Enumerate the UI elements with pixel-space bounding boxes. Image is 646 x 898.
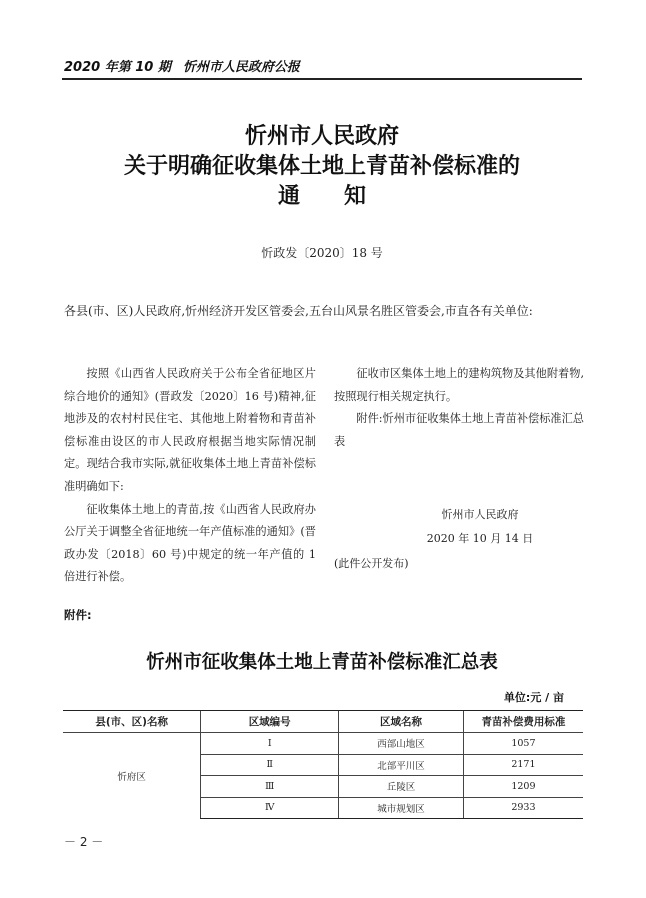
body-paragraph-2: 征收集体土地上的青苗,按《山西省人民政府办公厅关于调整全省征地统一年产值标准的通知》(晋政办发〔2018〕60 号)中规定的统一年产值的 1 倍进行补偿。: [64, 502, 316, 584]
area-name-cell: 城市规划区: [339, 797, 464, 819]
title-line-2: 关于明确征收集体土地上青苗补偿标准的: [123, 154, 520, 179]
area-name-cell: 西部山地区: [339, 733, 464, 755]
attachment-label: 附件:: [64, 608, 92, 622]
table-header-row: [63, 711, 583, 733]
table-row: [63, 733, 583, 755]
signature-date: 2020 年 10 月 14 日: [426, 532, 534, 545]
column-header-code: 区域编号: [201, 711, 339, 733]
standard-value-cell: 1209: [463, 776, 583, 798]
area-code-cell: Ⅰ: [201, 733, 339, 755]
body-paragraph-3: 征收市区集体土地上的建构筑物及其他附着物,按照现行相关规定执行。: [334, 367, 584, 403]
table-title: 忻州市征收集体土地上青苗补偿标准汇总表: [146, 652, 498, 673]
standard-value-cell: 2171: [463, 754, 583, 776]
column-header-district: 县(市、区)名称: [63, 711, 201, 733]
standard-value-cell: 2933: [463, 797, 583, 819]
publication-note: (此件公开发布): [334, 557, 409, 570]
document-number: 忻政发〔2020〕18 号: [261, 246, 383, 260]
column-header-standard: 青苗补偿费用标准: [463, 711, 583, 733]
title-line-3: 通 知: [277, 184, 366, 209]
body-paragraph-4: 附件:忻州市征收集体土地上青苗补偿标准汇总表: [334, 412, 584, 448]
header-divider: [62, 78, 582, 80]
body-paragraph-1: 按照《山西省人民政府关于公布全省征地区片综合地价的通知》(晋政发〔2020〕16 号)精神,征地涉及的农村村民住宅、其他地上附着物和青苗补偿标准由设区的市人民政府根据当地实际情况制定。现结合我市实际,就征收集体土地上青苗补偿标准明确如下:: [64, 367, 316, 493]
compensation-table: [63, 710, 583, 819]
area-code-cell: Ⅱ: [201, 754, 339, 776]
addressee: 各县(市、区)人民政府,忻州经济开发区管委会,五台山风景名胜区管委会,市直各有关单位:: [64, 304, 533, 318]
title-line-1: 忻州市人民政府: [244, 124, 399, 149]
body-column-right: [334, 363, 584, 453]
journal-name: 忻州市人民政府公报: [182, 60, 300, 75]
issue-label: 2020 年第 10 期: [64, 60, 171, 75]
area-name-cell: 丘陵区: [339, 776, 464, 798]
column-header-area: 区域名称: [339, 711, 464, 733]
unit-label: 单位:元 / 亩: [503, 691, 564, 704]
document-title: [62, 122, 582, 212]
body-column-left: [64, 363, 316, 589]
area-name-cell: 北部平川区: [339, 754, 464, 776]
district-cell: 忻府区: [63, 733, 201, 819]
standard-value-cell: 1057: [463, 733, 583, 755]
area-code-cell: Ⅲ: [201, 776, 339, 798]
signature-org: 忻州市人民政府: [441, 508, 519, 521]
page-header: [64, 56, 582, 75]
page-number: － 2 －: [64, 835, 104, 849]
area-code-cell: Ⅳ: [201, 797, 339, 819]
